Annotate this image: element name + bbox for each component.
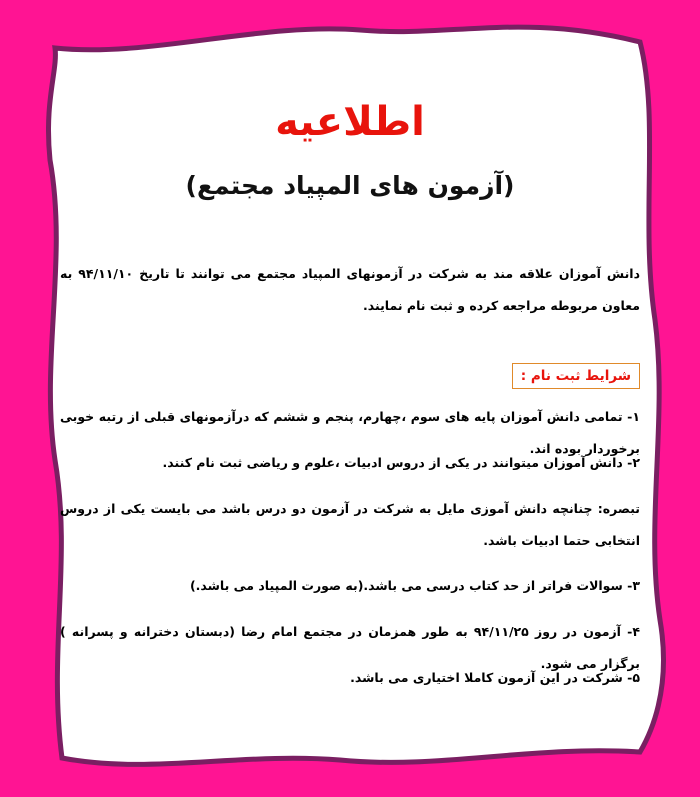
intro-paragraph: دانش آموزان علاقه مند به شرکت در آزمونهای المپیاد مجتمع می توانند تا تاریخ ۹۴/۱۱/۱۰ به معاون مربوطه مراجعه کرده و ثبت نام نمایند. [60, 266, 640, 313]
condition-item-3: ۳- سوالات فراتر از حد کتاب درسی می باشد.(به صورت المپیاد می باشد.) [189, 578, 640, 593]
notice-subtitle: (آزمون های المپیاد مجتمع) [185, 171, 515, 200]
condition-item-5: ۵- شرکت در این آزمون کاملا اختیاری می باشد. [350, 670, 640, 685]
registration-conditions-heading: شرایط ثبت نام : [512, 363, 640, 389]
condition-item-4: ۴- آزمون در روز ۹۴/۱۱/۲۵ به طور همزمان در مجتمع امام رضا (دبستان دخترانه و پسرانه ) برگزار می شود. [60, 624, 640, 671]
notice-title: اطلاعیه [275, 99, 425, 145]
notice-content [60, 70, 640, 750]
condition-item-2: ۲- دانش آموزان میتوانند در یکی از دروس ادبیات ،علوم و ریاضی ثبت نام کنند. [162, 455, 640, 470]
condition-item-1: ۱- تمامی دانش آموزان پایه های سوم ،چهارم، پنجم و ششم که درآزمونهای قبلی از رتبه خوبی برخوردار بوده اند. [60, 409, 640, 456]
condition-note: تبصره: چنانچه دانش آموزی مایل به شرکت در آزمون دو درس باشد می بایست یکی از دروس انتخابی حتما ادبیات باشد. [60, 501, 640, 548]
